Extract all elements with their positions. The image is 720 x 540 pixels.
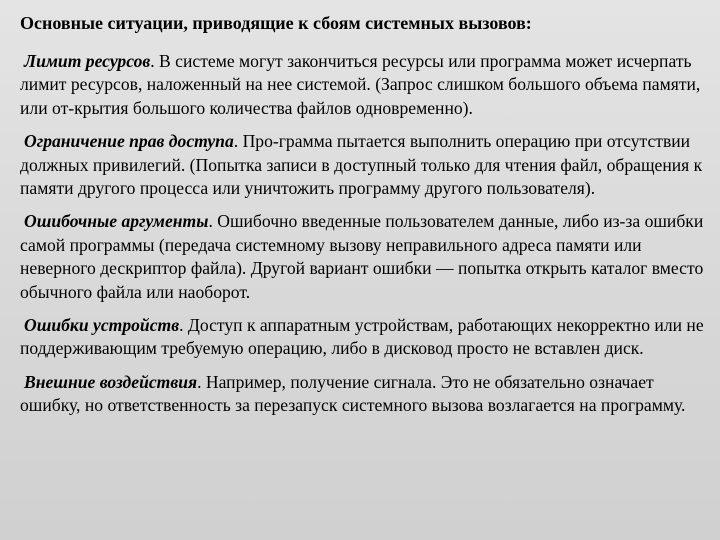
text-bad-arguments: . Ошибочно введенные пользователем данные, либо из-за ошибки самой программы (передача системному вызову неправильного адреса памяти или неверного дескриптор файла). Другой вариант ошибки — попытка открыть каталог вместо обычного файла или наоборот.	[20, 211, 704, 302]
term-bad-arguments: Ошибочные аргументы	[24, 211, 209, 232]
term-resource-limit: Лимит ресурсов	[24, 51, 151, 71]
term-device-errors: Ошибки устройств	[24, 315, 180, 336]
paragraph-resource-limit	[20, 50, 710, 120]
text-device-errors: . Доступ к аппаратным устройствам, работающих некорректно или не поддерживающим требуемую операцию, либо в дисковод просто не вставлен диск.	[20, 315, 704, 359]
text-resource-limit: . В системе могут закончиться ресурсы или программа может исчерпать лимит ресурсов, наложенный на нее системой. (Запрос слишком большого объема памяти, или от-крытия большого количества файлов одновременно).	[20, 51, 701, 118]
text-access-rights: . Про-грамма пытается выполнить операцию при отсутствии должных привилегий. (Попытка записи в доступный только для чтения файл, обращения к памяти другого процесса или уничтожить программу другого пользователя).	[20, 131, 703, 199]
slide-content	[20, 12, 710, 428]
term-external-events: Внешние воздействия	[24, 371, 198, 392]
text-external-events: . Например, получение сигнала. Это не обязательно означает ошибку, но ответственность за перезапуск системного вызова возлагается на программу.	[20, 371, 686, 416]
paragraph-bad-arguments	[20, 210, 710, 304]
slide-heading: Основные ситуации, приводящие к сбоям системных вызовов:	[20, 13, 532, 33]
paragraph-access-rights	[20, 130, 710, 200]
paragraph-external-events	[20, 371, 710, 418]
term-access-rights: Ограничение прав доступа	[24, 131, 234, 152]
paragraph-device-errors	[20, 314, 710, 361]
